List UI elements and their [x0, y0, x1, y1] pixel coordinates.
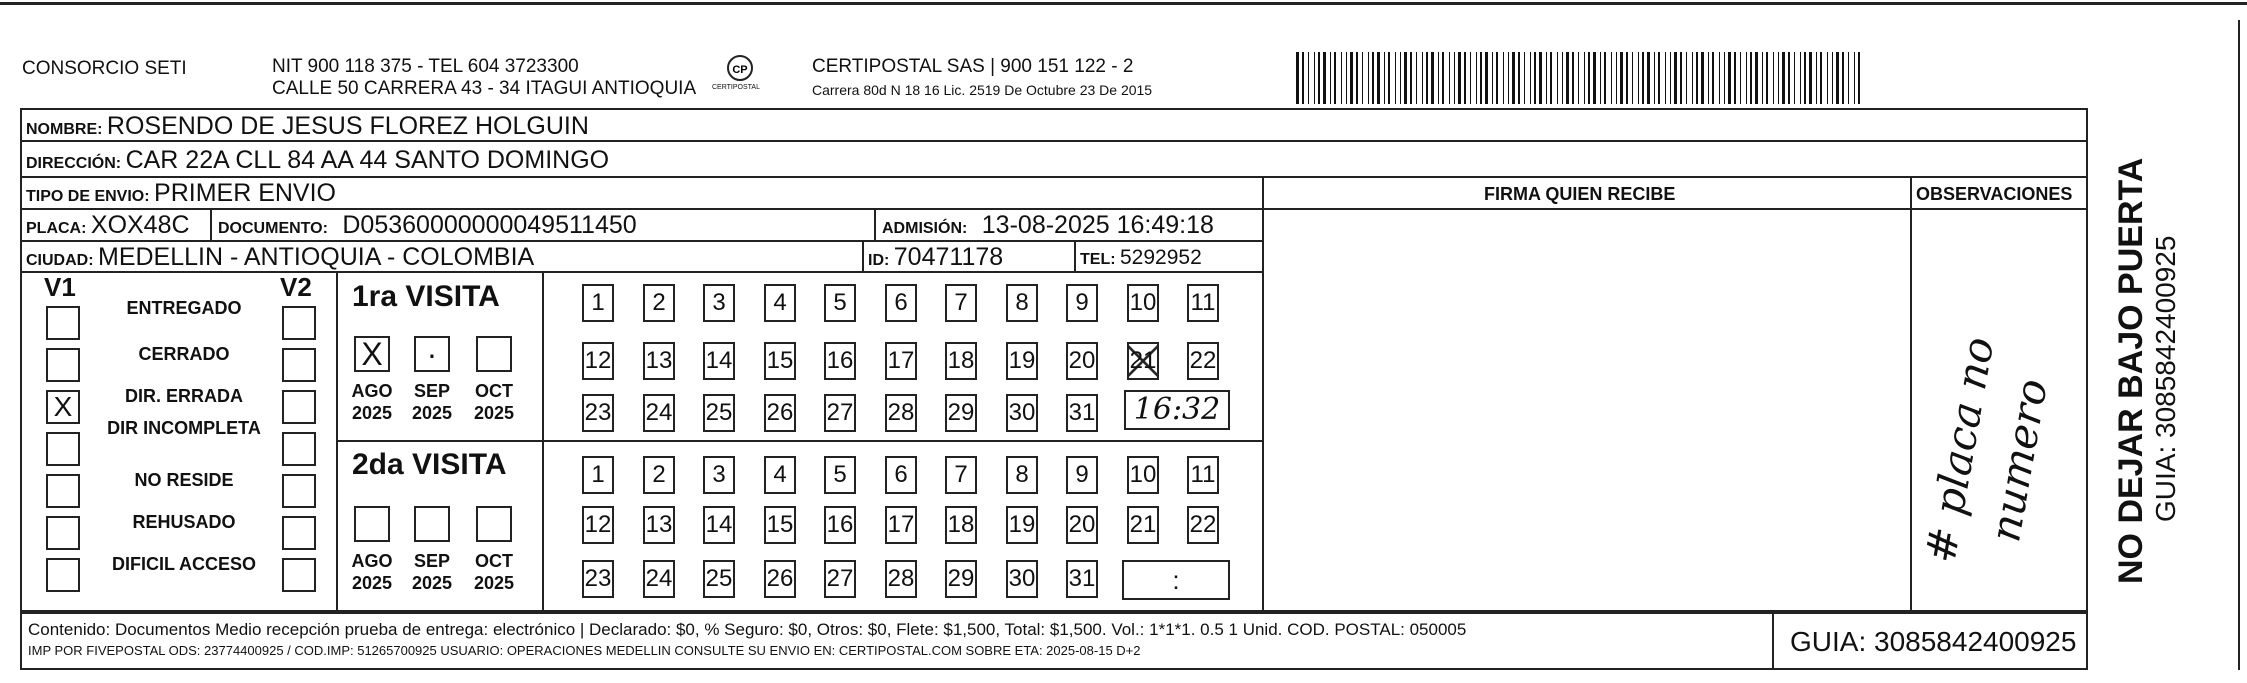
month-year: 2025	[473, 573, 515, 593]
month-label	[402, 550, 462, 594]
barcode-bar	[1562, 52, 1563, 104]
barcode-bar	[1323, 52, 1326, 104]
day-box[interactable]: 14	[703, 342, 735, 380]
day-box[interactable]: 6	[885, 284, 917, 322]
direccion-value: CAR 22A CLL 84 AA 44 SANTO DOMINGO	[125, 146, 610, 174]
footer-line2: IMP POR FIVEPOSTAL ODS: 23774400925 / COD.IMP: 51265700925 USUARIO: OPERACIONES MEDELLIN CONSULTE SU ENVIO EN: CERTIPOSTAL.COM SOBRE ETA: 2025-08-15 D+2	[28, 643, 1141, 658]
day-box[interactable]: 5	[824, 284, 856, 322]
month-year: 2025	[473, 403, 515, 423]
tipo-row	[26, 179, 336, 208]
row-line	[20, 208, 1262, 210]
barcode-bar	[1848, 52, 1849, 104]
barcode-bar	[1308, 52, 1309, 104]
footer-bottom	[20, 668, 2088, 670]
nombre-row	[26, 112, 589, 141]
v1-checkbox[interactable]: X	[46, 390, 80, 424]
barcode-bar	[1616, 52, 1617, 104]
barcode-bar	[1626, 52, 1628, 104]
day-box[interactable]: 7	[945, 456, 977, 494]
barcode-bar	[1534, 52, 1536, 104]
barcode-bar	[1858, 52, 1860, 104]
month-checkbox[interactable]	[476, 336, 512, 372]
barcode-bar	[1530, 52, 1531, 104]
barcode-bar	[1296, 52, 1299, 104]
barcode-bar	[1512, 52, 1515, 104]
barcode-bar	[1400, 52, 1401, 104]
barcode-bar	[1395, 52, 1396, 104]
day-box[interactable]: 30	[1006, 394, 1038, 432]
day-box[interactable]: 27	[824, 560, 856, 598]
barcode-bar	[1600, 52, 1601, 104]
barcode-bar	[1539, 52, 1542, 104]
barcode-bar	[1708, 52, 1709, 104]
col-line	[1772, 612, 1774, 670]
status-option-label: DIR INCOMPLETA	[107, 418, 261, 438]
month-label	[464, 550, 524, 594]
barcode-bar	[1782, 52, 1785, 104]
barcode-bar	[1480, 52, 1482, 104]
month-name: OCT	[475, 381, 513, 401]
observaciones-handwriting: # placa no numero	[1915, 333, 2057, 567]
placa-value: XOX48C	[90, 211, 190, 239]
barcode-bar	[1458, 52, 1461, 104]
status-option-label: REHUSADO	[132, 512, 236, 532]
barcode-bar	[1658, 52, 1660, 104]
footer-right	[2086, 612, 2088, 670]
day-box[interactable]: 21	[1127, 342, 1159, 380]
day-box[interactable]: 12	[582, 506, 614, 544]
barcode-bar	[1836, 52, 1839, 104]
barcode-bar	[1557, 52, 1558, 104]
month-label	[342, 550, 402, 594]
side-warning: NO DEJAR BAJO PUERTA	[2112, 157, 2150, 584]
day-box[interactable]: 17	[885, 506, 917, 544]
barcode-bar	[1701, 52, 1704, 104]
firma-label: FIRMA QUIEN RECIBE	[1484, 184, 1676, 204]
day-box[interactable]: 19	[1006, 506, 1038, 544]
day-box[interactable]: 16	[824, 506, 856, 544]
barcode-bar	[1746, 52, 1747, 104]
v2-checkbox[interactable]	[282, 432, 316, 466]
v1-checkbox[interactable]	[46, 432, 80, 466]
barcode-bar	[1593, 52, 1596, 104]
barcode-bar	[1524, 52, 1525, 104]
day-box[interactable]: 10	[1127, 284, 1159, 322]
barcode-bar	[1750, 52, 1752, 104]
day-box[interactable]: 13	[643, 506, 675, 544]
v2-label: V2	[280, 272, 312, 302]
day-box[interactable]: 23	[582, 560, 614, 598]
nombre-value: ROSENDO DE JESUS FLOREZ HOLGUIN	[106, 112, 589, 140]
day-box[interactable]: 16	[824, 342, 856, 380]
direccion-label: DIRECCIÓN:	[26, 155, 122, 172]
svg-text:CP: CP	[732, 64, 748, 76]
barcode-bar	[1422, 52, 1423, 104]
barcode-bar	[1778, 52, 1779, 104]
status-option-label: ENTREGADO	[126, 298, 242, 318]
col-line	[1262, 176, 1264, 610]
day-box[interactable]: 1	[582, 284, 614, 322]
barcode-bar	[1388, 52, 1390, 104]
day-box[interactable]: 29	[945, 560, 977, 598]
month-label	[402, 380, 462, 424]
side-guia: GUIA: 3085842400925	[2150, 235, 2181, 522]
barcode-bar	[1464, 52, 1466, 104]
day-box[interactable]: 7	[945, 284, 977, 322]
barcode-bar	[1692, 52, 1693, 104]
right-edge	[2238, 20, 2240, 670]
month-year: 2025	[351, 403, 393, 423]
barcode-bar	[1842, 52, 1844, 104]
day-box[interactable]: 26	[764, 394, 796, 432]
barcode-bar	[1734, 52, 1736, 104]
v1-checkbox[interactable]	[46, 516, 80, 550]
address-line: CALLE 50 CARRERA 43 - 34 ITAGUI ANTIOQUIA	[272, 78, 697, 99]
day-box[interactable]: 24	[643, 394, 675, 432]
barcode-bar	[1827, 52, 1828, 104]
day-box[interactable]: 3	[703, 284, 735, 322]
id-row	[868, 243, 1003, 272]
admision-label: ADMISIÓN:	[882, 220, 968, 237]
status-option-label: DIR. ERRADA	[124, 386, 243, 406]
day-box[interactable]: 2	[643, 456, 675, 494]
v1-label: V1	[44, 272, 76, 302]
v2-checkbox[interactable]	[282, 306, 316, 340]
barcode-bar	[1314, 52, 1315, 104]
month-label	[464, 380, 524, 424]
ciudad-row	[26, 243, 534, 272]
barcode-bar	[1330, 52, 1331, 104]
barcode-bar	[1384, 52, 1385, 104]
col-line	[862, 240, 864, 271]
month-checkbox[interactable]	[354, 506, 390, 542]
nit-line: NIT 900 118 375 - TEL 604 3723300	[272, 56, 579, 77]
tel-label: TEL:	[1080, 251, 1116, 268]
barcode-bar	[1377, 52, 1380, 104]
day-box[interactable]: 1	[582, 456, 614, 494]
day-box[interactable]: 14	[703, 506, 735, 544]
barcode-bar	[1334, 52, 1336, 104]
month-checkbox[interactable]: ·	[414, 336, 450, 372]
visit1-title: 1ra VISITA	[352, 280, 500, 313]
month-year: 2025	[351, 573, 393, 593]
day-box[interactable]: 4	[764, 284, 796, 322]
barcode-bar	[1566, 52, 1569, 104]
barcode-bar	[1740, 52, 1741, 104]
v1-checkbox[interactable]	[46, 474, 80, 508]
visit2-time-box	[1122, 560, 1230, 600]
v2-checkbox[interactable]	[282, 558, 316, 592]
v2-checkbox[interactable]	[282, 474, 316, 508]
footer-line1: Contenido: Documentos Medio recepción prueba de entrega: electrónico | Declarado: $0, % Seguro: $0, Otros: $0, Flete: $1,500, Total: $1,500. Vol.: 1*1*1. 0.5 1 Unid. COD. POSTAL: 050005	[28, 620, 1467, 639]
visit1-time-box	[1124, 390, 1230, 430]
barcode-bar	[1654, 52, 1655, 104]
documento-value: D05360000000049511450	[342, 211, 637, 239]
month-name: OCT	[475, 551, 513, 571]
barcode-bar	[1604, 52, 1606, 104]
barcode-bar	[1578, 52, 1579, 104]
day-box[interactable]: 8	[1006, 284, 1038, 322]
day-box[interactable]: 28	[885, 560, 917, 598]
day-box[interactable]: 29	[945, 394, 977, 432]
ciudad-label: CIUDAD:	[26, 252, 94, 269]
day-box[interactable]: 4	[764, 456, 796, 494]
certipostal-line1: CERTIPOSTAL SAS | 900 151 122 - 2	[812, 56, 1134, 77]
barcode-bar	[1680, 52, 1682, 104]
barcode-bar	[1584, 52, 1585, 104]
day-box[interactable]: 31	[1066, 394, 1098, 432]
day-box[interactable]: 13	[643, 342, 675, 380]
day-box[interactable]: 15	[764, 342, 796, 380]
nombre-label: NOMBRE:	[26, 121, 103, 138]
barcode-bar	[1438, 52, 1439, 104]
row-line	[20, 610, 2088, 612]
day-box[interactable]: 27	[824, 394, 856, 432]
day-box[interactable]: 21	[1127, 506, 1159, 544]
month-name: SEP	[413, 551, 451, 571]
v1-checkbox[interactable]	[46, 558, 80, 592]
barcode-bar	[1431, 52, 1434, 104]
barcode-bar	[1416, 52, 1417, 104]
day-box[interactable]: 25	[703, 394, 735, 432]
barcode-bar	[1503, 52, 1504, 104]
documento-label: DOCUMENTO:	[218, 220, 328, 237]
status-option-label: DIFICIL ACCESO	[111, 554, 256, 574]
barcode-bar	[1442, 52, 1444, 104]
barcode-bar	[1346, 52, 1347, 104]
barcode-bar	[1647, 52, 1650, 104]
month-year: 2025	[411, 403, 453, 423]
barcode-bar	[1518, 52, 1520, 104]
barcode-bar	[1816, 52, 1817, 104]
barcode-bar	[1755, 52, 1758, 104]
day-box[interactable]: 5	[824, 456, 856, 494]
month-name: AGO	[351, 381, 393, 401]
barcode-bar	[1485, 52, 1488, 104]
barcode-bar	[1356, 52, 1358, 104]
v2-checkbox[interactable]	[282, 516, 316, 550]
row-line	[336, 440, 1262, 442]
month-name: SEP	[413, 381, 451, 401]
barcode-bar	[1773, 52, 1774, 104]
barcode-bar	[1492, 52, 1493, 104]
barcode-bar	[1508, 52, 1509, 104]
barcode-bar	[1719, 52, 1720, 104]
month-checkbox[interactable]	[476, 506, 512, 542]
day-box[interactable]: 20	[1066, 506, 1098, 544]
barcode-bar	[1686, 52, 1687, 104]
barcode	[1296, 52, 1866, 104]
barcode-bar	[1724, 52, 1725, 104]
day-box[interactable]: 18	[945, 506, 977, 544]
v1-checkbox[interactable]	[46, 348, 80, 382]
barcode-bar	[1632, 52, 1633, 104]
status-option-label: CERRADO	[138, 344, 230, 364]
logo-text: CERTIPOSTAL	[712, 84, 760, 91]
ciudad-value: MEDELLIN - ANTIOQUIA - COLOMBIA	[98, 243, 535, 271]
barcode-bar	[1410, 52, 1412, 104]
barcode-bar	[1832, 52, 1833, 104]
day-box[interactable]: 23	[582, 394, 614, 432]
barcode-bar	[1496, 52, 1498, 104]
day-box[interactable]: 9	[1066, 284, 1098, 322]
v2-checkbox[interactable]	[282, 348, 316, 382]
barcode-bar	[1794, 52, 1795, 104]
day-box[interactable]: 2	[643, 284, 675, 322]
footer-left	[20, 612, 22, 670]
day-box[interactable]: 15	[764, 506, 796, 544]
day-box[interactable]: 28	[885, 394, 917, 432]
day-box[interactable]: 8	[1006, 456, 1038, 494]
visit1-time: 16:32	[1133, 392, 1221, 427]
tel-value: 5292952	[1120, 246, 1202, 269]
month-checkbox[interactable]	[414, 506, 450, 542]
col-line	[210, 208, 212, 240]
barcode-bar	[1368, 52, 1369, 104]
visit2-time: :	[1172, 565, 1180, 595]
footer-guia: GUIA: 3085842400925	[1790, 626, 2077, 657]
id-value: 70471178	[893, 243, 1004, 271]
barcode-bar	[1712, 52, 1714, 104]
day-box[interactable]: 6	[885, 456, 917, 494]
row-line	[20, 176, 2088, 178]
month-year: 2025	[411, 573, 453, 593]
barcode-bar	[1350, 52, 1353, 104]
col-line	[1074, 240, 1076, 271]
top-edge	[0, 2, 2247, 5]
barcode-bar	[1572, 52, 1574, 104]
col-line	[874, 208, 876, 240]
day-box[interactable]: 3	[703, 456, 735, 494]
day-box[interactable]: 11	[1187, 456, 1219, 494]
row-line	[1262, 208, 2088, 210]
barcode-bar	[1470, 52, 1471, 104]
v1-checkbox[interactable]	[46, 306, 80, 340]
barcode-bar	[1696, 52, 1698, 104]
company-name: CONSORCIO SETI	[22, 58, 187, 79]
barcode-bar	[1404, 52, 1407, 104]
barcode-bar	[1800, 52, 1801, 104]
day-box[interactable]: 17	[885, 342, 917, 380]
observaciones-label: OBSERVACIONES	[1916, 184, 2073, 204]
day-box[interactable]: 25	[703, 560, 735, 598]
barcode-bar	[1611, 52, 1612, 104]
month-name: AGO	[351, 551, 393, 571]
barcode-bar	[1854, 52, 1855, 104]
barcode-bar	[1546, 52, 1547, 104]
day-box[interactable]: 18	[945, 342, 977, 380]
day-box[interactable]: 30	[1006, 560, 1038, 598]
tipo-value: PRIMER ENVIO	[154, 179, 337, 207]
placa-row	[26, 211, 190, 240]
barcode-bar	[1638, 52, 1639, 104]
direccion-row	[26, 146, 609, 175]
tel-row	[1080, 246, 1202, 270]
barcode-bar	[1762, 52, 1763, 104]
barcode-bar	[1426, 52, 1428, 104]
barcode-bar	[1318, 52, 1320, 104]
v2-checkbox[interactable]	[282, 390, 316, 424]
certipostal-logo	[708, 52, 772, 100]
day-box[interactable]: 22	[1187, 506, 1219, 544]
barcode-bar	[1820, 52, 1822, 104]
day-box[interactable]: 20	[1066, 342, 1098, 380]
documento-row	[218, 211, 637, 240]
barcode-bar	[1620, 52, 1623, 104]
placa-label: PLACA:	[26, 220, 87, 237]
barcode-bar	[1804, 52, 1806, 104]
admision-value: 13-08-2025 16:49:18	[981, 211, 1214, 239]
barcode-bar	[1809, 52, 1812, 104]
barcode-bar	[1449, 52, 1450, 104]
barcode-bar	[1642, 52, 1644, 104]
barcode-bar	[1362, 52, 1363, 104]
barcode-bar	[1341, 52, 1342, 104]
day-box[interactable]: 19	[1006, 342, 1038, 380]
day-box[interactable]: 11	[1187, 284, 1219, 322]
certipostal-line2: Carrera 80d N 18 16 Lic. 2519 De Octubre 23 De 2015	[812, 82, 1153, 98]
barcode-bar	[1788, 52, 1790, 104]
barcode-bar	[1454, 52, 1455, 104]
day-box[interactable]: 26	[764, 560, 796, 598]
barcode-bar	[1372, 52, 1374, 104]
barcode-bar	[1670, 52, 1671, 104]
day-box[interactable]: 22	[1187, 342, 1219, 380]
barcode-bar	[1728, 52, 1731, 104]
barcode-bar	[1588, 52, 1590, 104]
tipo-label: TIPO DE ENVIO:	[26, 188, 150, 205]
barcode-bar	[1302, 52, 1304, 104]
barcode-bar	[1766, 52, 1768, 104]
id-label: ID:	[868, 252, 890, 269]
visit2-title: 2da VISITA	[352, 448, 507, 481]
day-box[interactable]: 24	[643, 560, 675, 598]
barcode-bar	[1674, 52, 1677, 104]
barcode-bar	[1476, 52, 1477, 104]
month-checkbox[interactable]: X	[354, 336, 390, 372]
admision-row	[882, 211, 1214, 240]
barcode-bar	[1550, 52, 1552, 104]
month-label	[342, 380, 402, 424]
barcode-bar	[1665, 52, 1666, 104]
day-box[interactable]: 31	[1066, 560, 1098, 598]
status-option-label: NO RESIDE	[134, 470, 234, 490]
day-box[interactable]: 10	[1127, 456, 1159, 494]
day-box[interactable]: 9	[1066, 456, 1098, 494]
day-box[interactable]: 12	[582, 342, 614, 380]
